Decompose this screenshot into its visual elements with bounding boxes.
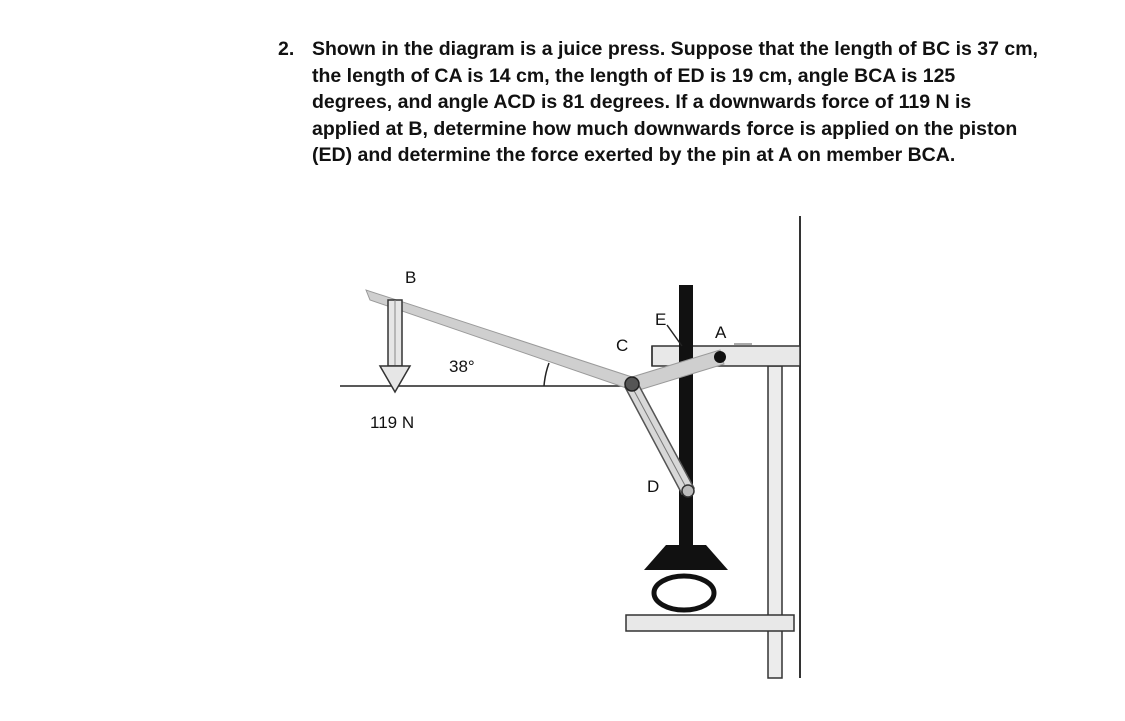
problem-line: Shown in the diagram is a juice press. Suppose that the length of BC is 37 cm, — [312, 38, 1038, 60]
problem-number: 2. — [278, 38, 295, 60]
problem-line: degrees, and angle ACD is 81 degrees. If a downwards force of 119 N is — [312, 91, 972, 113]
label-d: D — [647, 477, 660, 496]
label-force: 119 N — [370, 413, 415, 432]
label-b: B — [405, 268, 417, 287]
force-arrow-head — [380, 366, 410, 392]
frame-top-arm — [652, 346, 800, 366]
pin-c — [625, 377, 639, 391]
angle-arc — [544, 363, 549, 386]
label-e: E — [655, 310, 667, 329]
problem-line: the length of CA is 14 cm, the length of ED is 19 cm, angle BCA is 125 — [312, 64, 956, 87]
label-a: A — [715, 323, 727, 342]
problem-line: (ED) and determine the force exerted by the pin at A on member BCA. — [312, 144, 956, 166]
fruit-shape — [654, 576, 714, 610]
problem-line: applied at B, determine how much downwards force is applied on the piston — [312, 117, 1018, 140]
pin-a — [714, 351, 726, 363]
press-head — [644, 545, 728, 570]
pin-d — [682, 485, 694, 497]
base-platform — [626, 615, 794, 631]
label-c: C — [616, 336, 629, 355]
lever-bc — [366, 290, 635, 390]
label-angle: 38° — [449, 357, 475, 376]
piston-rod — [679, 285, 693, 545]
